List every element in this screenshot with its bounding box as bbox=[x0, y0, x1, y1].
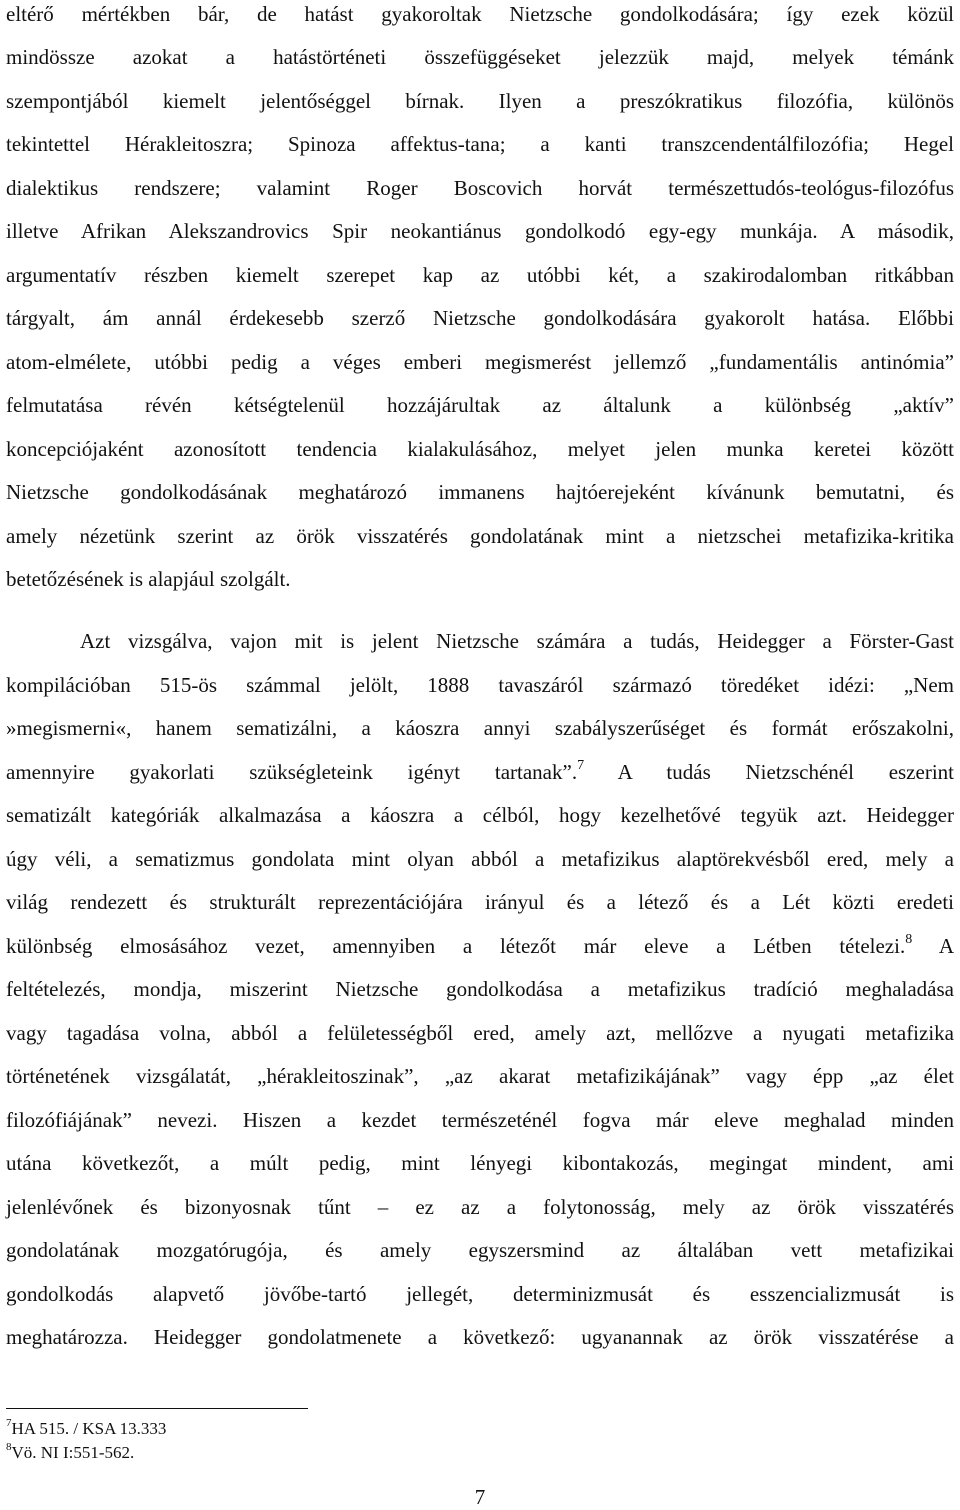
footnote-number: 7 bbox=[6, 1417, 12, 1430]
text-line bbox=[6, 933, 954, 959]
text-line: kompilációban 515-ös számmal jelölt, 1888 tavaszáról származó töredéket idézi: „Nem bbox=[6, 673, 954, 697]
text-line: koncepciójaként azonosított tendencia kialakulásához, melyet jelen munka keretei között bbox=[6, 437, 954, 461]
text-line: tekintettel Hérakleitoszra; Spinoza affektus-tana; a kanti transzcendentálfilozófia; Hegel bbox=[6, 132, 954, 156]
text-line: Azt vizsgálva, vajon mit is jelent Nietzsche számára a tudás, Heidegger a Förster-Gast bbox=[80, 629, 954, 653]
text-line: »megismerni«, hanem sematizálni, a káoszra annyi szabályszerűséget és formát erőszakolni, bbox=[6, 716, 954, 740]
text-span: A bbox=[912, 934, 954, 958]
footnote-separator bbox=[6, 1408, 308, 1409]
text-line: sematizált kategóriák alkalmazása a káoszra a célból, hogy kezelhetővé tegyük azt. Heidegger bbox=[6, 803, 954, 827]
text-line: mindössze azokat a hatástörténeti összefüggéseket jelezzük majd, melyek témánk bbox=[6, 45, 954, 69]
text-line: Nietzsche gondolkodásának meghatározó immanens hajtóerejeként kívánunk bemutatni, és bbox=[6, 480, 954, 504]
footnote-ref-7[interactable]: 7 bbox=[577, 758, 585, 773]
text-line: dialektikus rendszere; valamint Roger Boscovich horvát természettudós-teológus-filozófus bbox=[6, 176, 954, 200]
text-span: amennyire gyakorlati szükségleteink igényt tartanak”. bbox=[6, 760, 578, 784]
text-line: amely nézetünk szerint az örök visszatérés gondolatának mint a nietzschei metafizika-kritika bbox=[6, 524, 954, 548]
footnote-text: HA 515. / KSA 13.333 bbox=[11, 1419, 167, 1438]
text-line: felmutatása révén kétségtelenül hozzájárultak az általunk a különbség „aktív” bbox=[6, 393, 954, 417]
footnote-7 bbox=[6, 1419, 166, 1439]
text-line: úgy véli, a sematizmus gondolata mint olyan abból a metafizikus alaptörekvésből ered, mely a bbox=[6, 847, 954, 871]
text-span: A tudás Nietzschénél eszerint bbox=[584, 760, 954, 784]
text-line: meghatározza. Heidegger gondolatmenete a következő: ugyanannak az örök visszatérése a bbox=[6, 1325, 954, 1349]
footnote-text: Vö. NI I:551-562. bbox=[11, 1443, 135, 1462]
text-line: atom-elmélete, utóbbi pedig a véges emberi megismerést jellemző „fundamentális antinómia” bbox=[6, 350, 954, 374]
text-line: filozófiájának” nevezi. Hiszen a kezdet természeténél fogva már eleve meghalad minden bbox=[6, 1108, 954, 1132]
text-line: argumentatív részben kiemelt szerepet kap az utóbbi két, a szakirodalomban ritkábban bbox=[6, 263, 954, 287]
text-line: szempontjából kiemelt jelentőséggel bírnak. Ilyen a preszókratikus filozófia, különös bbox=[6, 89, 954, 113]
text-line: eltérő mértékben bár, de hatást gyakoroltak Nietzsche gondolkodására; így ezek közül bbox=[6, 2, 954, 26]
text-line: történetének vizsgálatát, „hérakleitoszinak”, „az akarat metafizikájának” vagy épp „az élet bbox=[6, 1064, 954, 1088]
text-line: feltételezés, mondja, miszerint Nietzsche gondolkodása a metafizikus tradíció meghaladása bbox=[6, 977, 954, 1001]
page-number: 7 bbox=[474, 1485, 486, 1509]
text-line: gondolkodás alapvető jövőbe-tartó jellegét, determinizmusát és esszencializmusát is bbox=[6, 1282, 954, 1306]
footnote-number: 8 bbox=[6, 1441, 12, 1454]
text-line: vagy tagadása volna, abból a felületességből ered, amely azt, mellőzve a nyugati metafizika bbox=[6, 1021, 954, 1045]
text-line: gondolatának mozgatórugója, és amely egyszersmind az általában vett metafizikai bbox=[6, 1238, 954, 1262]
text-line: betetőzésének is alapjául szolgált. bbox=[6, 567, 291, 591]
text-line: illetve Afrikan Alekszandrovics Spir neokantiánus gondolkodó egy-egy munkája. A második, bbox=[6, 219, 954, 243]
footnote-8 bbox=[6, 1443, 134, 1463]
text-line: utána következőt, a múlt pedig, mint lényegi kibontakozás, megingat mindent, ami bbox=[6, 1151, 954, 1175]
text-line bbox=[6, 759, 954, 785]
text-line: jelenlévőnek és bizonyosnak tűnt – ez az a folytonosság, mely az örök visszatérés bbox=[6, 1195, 954, 1219]
footnote-ref-8[interactable]: 8 bbox=[905, 932, 913, 947]
text-line: világ rendezett és strukturált reprezentációjára irányul és a létező és a Lét közti eredeti bbox=[6, 890, 954, 914]
text-line: tárgyalt, ám annál érdekesebb szerző Nietzsche gondolkodására gyakorolt hatása. Előbbi bbox=[6, 306, 954, 330]
text-span: különbség elmosásához vezet, amennyiben a létezőt már eleve a Létben tételezi. bbox=[6, 934, 906, 958]
